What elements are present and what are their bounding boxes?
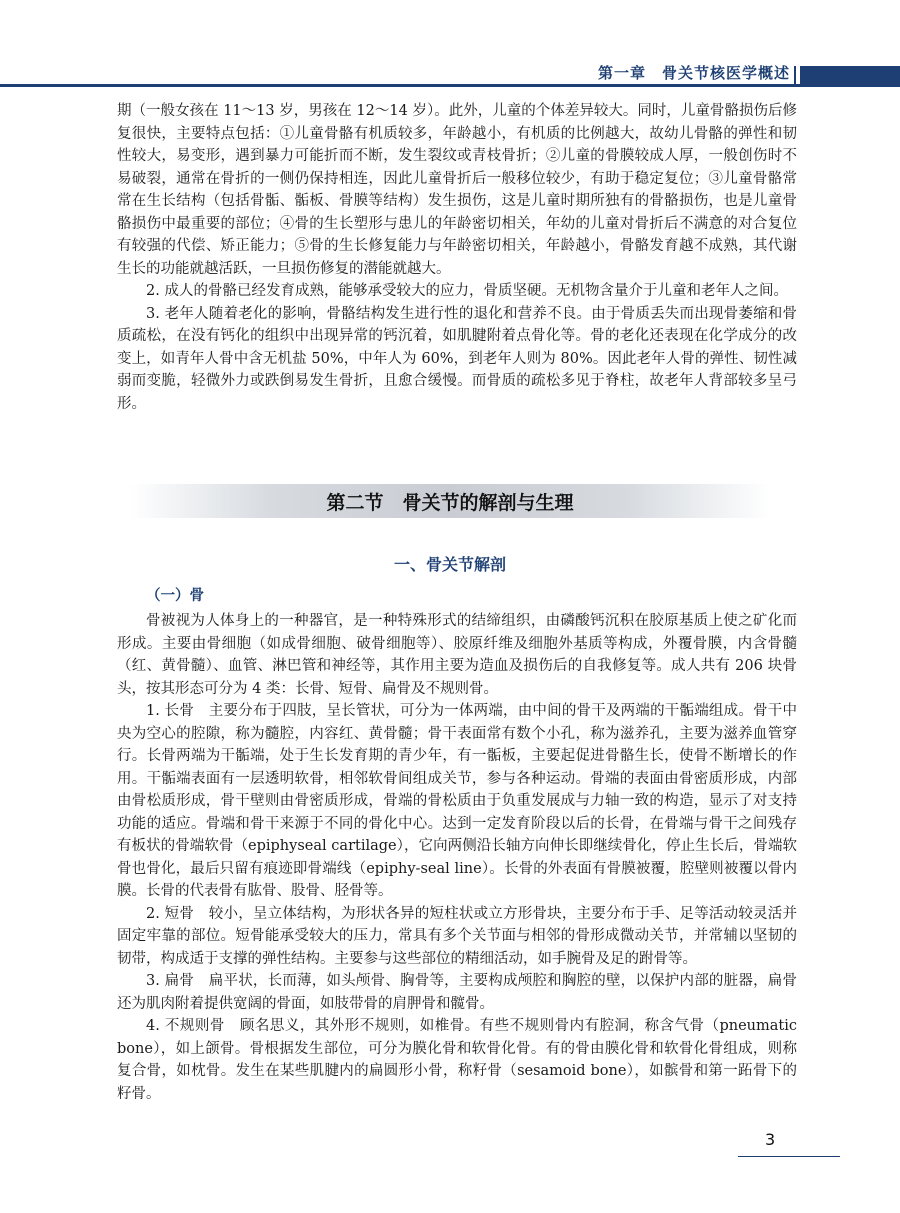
page-number: 3 <box>765 1130 776 1149</box>
paragraph-children-bones: 期（一般女孩在 11～13 岁，男孩在 12～14 岁）。此外，儿童的个体差异较大。同时，儿童骨骼损伤后修复很快，主要特点包括：①儿童骨骼有机质较多，年龄越小，有机质的比例越大，故幼儿骨骼的弹性和韧性较大，易变形，遇到暴力可能折而不断，发生裂纹或青枝骨折；②儿童的骨膜较成人厚，一般创伤时不易破裂，通常在骨折的一侧仍保持相连，因此儿童骨折后一般移位较少，有助于稳定复位；③儿童骨骼常常在生长结构（包括骨骺、骺板、骨膜等结构）发生损伤，这是儿童时期所独有的骨骼损伤，也是儿童骨骼损伤中最重要的部位；④骨的生长塑形与患儿的年龄密切相关，年幼的儿童对骨折后不满意的对合复位有较强的代偿、矫正能力；⑤骨的生长修复能力与年龄密切相关，年龄越小，骨骼发育越不成熟，其代谢生长的功能就越活跃，一旦损伤修复的潜能就越大。 <box>117 103 797 277</box>
paragraph-bone-overview: 骨被视为人体身上的一种器官，是一种特殊形式的结缔组织，由磷酸钙沉积在胶原基质上使之矿化而形成。主要由骨细胞（如成骨细胞、破骨细胞等）、胶原纤维及细胞外基质等构成，外覆骨膜，内含骨髓（红、黄骨髓）、血管、淋巴管和神经等，其作用主要为造血及损伤后的自我修复等。成人共有 206 块骨头，按其形态可分为 4 类：长骨、短骨、扁骨及不规则骨。 <box>117 613 797 697</box>
paragraph-adult-bones: 2. 成人的骨骼已经发育成熟，能够承受较大的应力，骨质坚硬。无机物含量介于儿童和老年人之间。 <box>146 283 788 299</box>
chapter-title: 第一章 骨关节核医学概述 <box>597 64 790 82</box>
paragraph-flat-bone: 3. 扁骨 扁平状，长而薄，如头颅骨、胸骨等，主要构成颅腔和胸腔的壁，以保护内部的脏器，扁骨还为肌肉附着提供宽阔的骨面，如肢带骨的肩胛骨和髋骨。 <box>117 973 797 1012</box>
paragraph-short-bone: 2. 短骨 较小，呈立体结构，为形状各异的短柱状或立方形骨块，主要分布于手、足等活动较灵活并固定牢靠的部位。短骨能承受较大的压力，常具有多个关节面与相邻的骨形成微动关节，并常辅以坚韧的韧带，构成适于支撑的弹性结构。主要参与这些部位的精细活动，如手腕骨及足的跗骨等。 <box>117 905 797 967</box>
header-tick <box>794 66 796 85</box>
header-bar <box>800 66 900 85</box>
top-text-block <box>117 100 797 415</box>
header-rule <box>0 84 900 87</box>
paragraph-elderly-bones: 3. 老年人随着老化的影响，骨骼结构发生进行性的退化和营养不良。由于骨质丢失而出现骨萎缩和骨质疏松，在没有钙化的组织中出现异常的钙沉着，如肌腱附着点骨化等。骨的老化还表现在化学成分的改变上，如青年人骨中含无机盐 50%，中年人为 60%，到老年人则为 80%。因此老年人骨的弹性、韧性减弱而变脆，轻微外力或跌倒易发生骨折，且愈合缓慢。而骨质的疏松多见于脊柱，故老年人背部较多呈弓形。 <box>117 305 797 412</box>
bottom-text-block <box>117 610 797 1105</box>
paragraph-long-bone: 1. 长骨 主要分布于四肢，呈长管状，可分为一体两端，由中间的骨干及两端的干骺端组成。骨干中央为空心的腔隙，称为髓腔，内容红、黄骨髓；骨干表面常有数个小孔，称为滋养孔，主要为滋养血管穿行。长骨两端为干骺端，处于生长发育期的青少年，有一骺板，主要起促进骨骼生长，使骨不断增长的作用。干骺端表面有一层透明软骨，相邻软骨间组成关节，参与各种运动。骨端的表面由骨密质形成，内部由骨松质形成，骨干壁则由骨密质形成，骨端的骨松质由于负重发展成与力轴一致的构造，显示了对支持功能的适应。骨端和骨干来源于不同的骨化中心。达到一定发育阶段以后的长骨，在骨端与骨干之间残存有板状的骨端软骨（epiphyseal cartilage），它向两侧沿长轴方向伸长即继续骨化，停止生长后，骨端软骨也骨化，最后只留有痕迹即骨端线（epiphy-seal line）。长骨的外表面有骨膜被覆，腔壁则被覆以骨内膜。长骨的代表骨有肱骨、股骨、胫骨等。 <box>117 703 797 899</box>
paragraph-irregular-bone: 4. 不规则骨 顾名思义，其外形不规则，如椎骨。有些不规则骨内有腔洞，称含气骨（pneumatic bone），如上颌骨。骨根据发生部位，可分为膜化骨和软骨化骨。有的骨由膜化骨和软骨化骨组成，则称复合骨，如枕骨。发生在某些肌腱内的扁圆形小骨，称籽骨（sesamoid bone），如髌骨和第一跖骨下的籽骨。 <box>117 1018 797 1102</box>
subsubsection-title: （一）骨 <box>146 588 204 604</box>
page-number-rule <box>738 1156 840 1157</box>
subsection-title: 一、骨关节解剖 <box>393 555 506 574</box>
section-title: 第二节 骨关节的解剖与生理 <box>326 492 574 514</box>
